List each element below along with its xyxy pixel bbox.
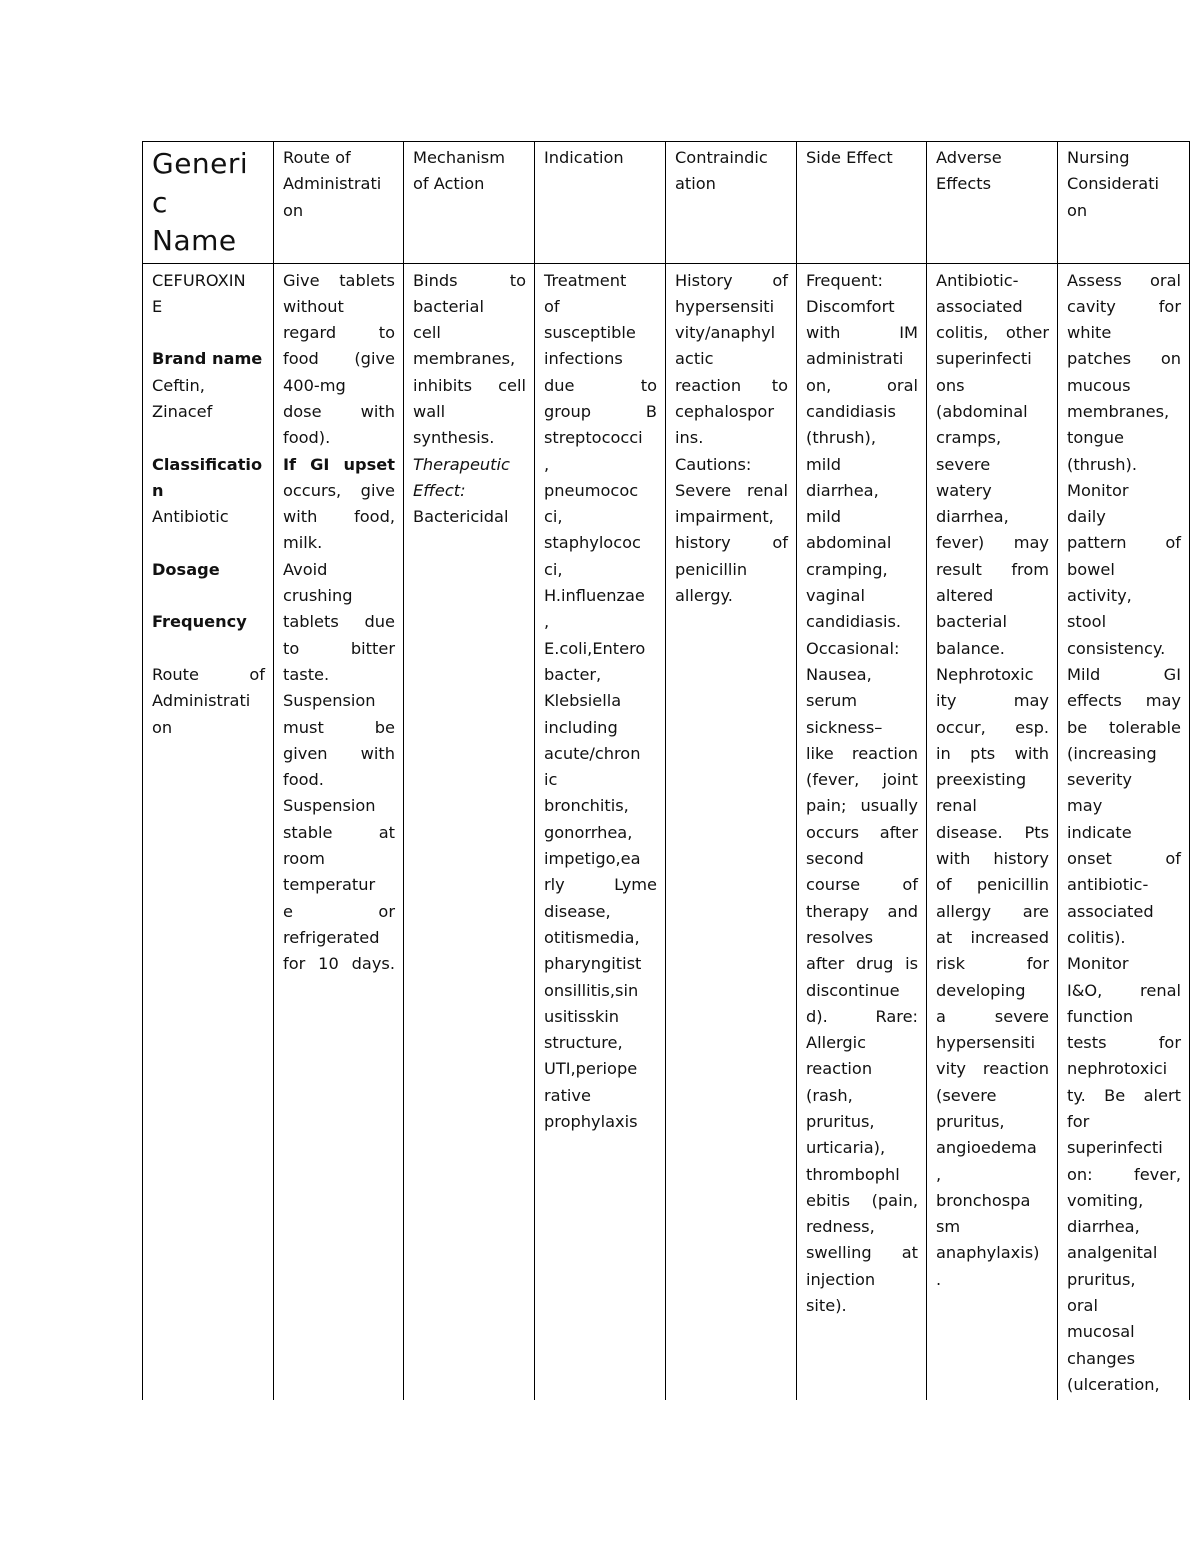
text-line: e or [283, 901, 395, 921]
text-line: administrati [806, 349, 904, 369]
text-line: d). Rare: [806, 1006, 918, 1026]
text-line: acute/chron [544, 743, 641, 763]
text-line: temperatur [283, 875, 376, 895]
text-line: , [544, 612, 550, 632]
text-line: rative [544, 1085, 591, 1105]
text-line: actic [675, 349, 714, 369]
text-line: urticaria), [806, 1138, 886, 1158]
text-line: associated [936, 296, 1023, 316]
text-line: Assess oral [1067, 270, 1181, 290]
text-line: Monitor [1067, 480, 1129, 500]
text-line: I&O, renal [1067, 980, 1181, 1000]
text-line: fever) may [936, 533, 1049, 553]
text-line: Therapeutic [413, 454, 510, 474]
text-line: effects may [1067, 691, 1181, 711]
text-line: Binds to [413, 270, 526, 290]
text-line: injection [806, 1269, 876, 1289]
text-line: bronchospa [936, 1190, 1031, 1210]
route-label: Route of Administrati on [152, 664, 265, 737]
text-line: Treatment [544, 270, 627, 290]
text-line: cramping, [806, 559, 888, 579]
text-line: result from [936, 559, 1049, 579]
text-line: Monitor [1067, 954, 1129, 974]
text-line: due to [544, 375, 657, 395]
table-row [143, 263, 1190, 1400]
text-line: indicate [1067, 822, 1132, 842]
text-line: streptococci [544, 428, 643, 448]
text-line: vity reaction [936, 1059, 1049, 1079]
text-line: food. [283, 770, 324, 790]
text-line: bowel [1067, 559, 1115, 579]
text-line: structure, [544, 1033, 623, 1053]
header-indication: Indication [535, 142, 666, 264]
text-line: Discomfort [806, 296, 895, 316]
text-line: food (give [283, 349, 395, 369]
text-line: diarrhea, [806, 480, 879, 500]
text-line: reaction to [675, 375, 788, 395]
text-line: balance. [936, 638, 1005, 658]
text-line: Avoid [283, 559, 328, 579]
text-line: hypersensiti [675, 296, 775, 316]
text-line: preexisting [936, 770, 1027, 790]
cell-route [274, 263, 404, 1400]
text-line: prophylaxis [544, 1112, 638, 1131]
text-line: bacterial [936, 612, 1007, 632]
text-line: cavity for [1067, 296, 1181, 316]
text-line: cramps, [936, 428, 1002, 448]
text-line: on, oral [806, 375, 918, 395]
text-line: disease, [544, 901, 611, 921]
text-line: onsillitis,sin [544, 980, 639, 1000]
text-line: of [544, 296, 560, 316]
text-line: daily [1067, 507, 1106, 527]
text-line: pain; usually [806, 796, 918, 816]
text-line: to bitter [283, 638, 395, 658]
header-contraindication: Contraindic ation [666, 142, 797, 264]
text-line: risk for [936, 954, 1049, 974]
text-line: bronchitis, [544, 796, 629, 816]
text-line: swelling at [806, 1243, 918, 1263]
cell-generic-name: CEFUROXIN E Brand name Ceftin, Zinacef Classificatio n Antibiotic Dosage Frequency Route of Administrati on [143, 263, 274, 1400]
text-line: ty. Be alert [1067, 1085, 1181, 1105]
text-line: pneumococ [544, 480, 639, 500]
table-header-row [143, 142, 1190, 264]
text-line: Suspension [283, 796, 376, 816]
classification-value: Antibiotic [152, 507, 229, 527]
text-line: . [936, 1269, 942, 1289]
text-line: Effect: [413, 480, 466, 500]
text-line: ci, [544, 507, 563, 527]
text-line: therapy and [806, 901, 918, 921]
text-line: developing [936, 980, 1026, 1000]
text-line: patches on [1067, 349, 1181, 369]
text-line: rly Lyme [544, 875, 657, 895]
brand-names: Ceftin, [152, 375, 205, 395]
text-line: H.influenzae [544, 586, 645, 606]
text-line: nephrotoxici [1067, 1059, 1168, 1079]
text-line: on: fever, [1067, 1164, 1181, 1184]
frequency-label: Frequency [152, 612, 247, 632]
text-line: vomiting, [1067, 1190, 1144, 1210]
text-line: colitis, other [936, 323, 1049, 343]
cell-side-effect [797, 263, 927, 1400]
text-line: stool [1067, 612, 1107, 632]
cell-indication [535, 263, 666, 1400]
text-line: renal [936, 796, 977, 816]
text-line: penicillin [675, 559, 748, 579]
text-line: occur, esp. [936, 717, 1049, 737]
text-line: otitismedia, [544, 927, 640, 947]
text-line: oral [1067, 1296, 1098, 1316]
text-line: superinfecti [1067, 1138, 1163, 1158]
text-line: a severe [936, 1006, 1049, 1026]
text-line: allergy. [675, 586, 733, 606]
text-line: may [1067, 796, 1103, 816]
text-line: at increased [936, 927, 1049, 947]
text-line: allergy are [936, 901, 1049, 921]
text-line: severe [936, 454, 991, 474]
brand-label: Brand name [152, 349, 263, 369]
text-line: hypersensiti [936, 1033, 1036, 1053]
text-line: bacterial [413, 296, 484, 316]
text-line: crushing [283, 586, 353, 606]
text-line: diarrhea, [1067, 1217, 1140, 1237]
text-line: function [1067, 1006, 1134, 1026]
text-line: (severe [936, 1085, 997, 1105]
text-line: onset of [1067, 849, 1181, 869]
text-line: site). [806, 1296, 847, 1316]
text-line: Severe renal [675, 480, 788, 500]
text-line: room [283, 849, 325, 869]
text-line: for [1067, 1112, 1090, 1131]
text-line: disease. Pts [936, 822, 1049, 842]
text-line: with history [936, 849, 1049, 869]
text-line: synthesis. [413, 428, 495, 448]
text-line: cephalospor [675, 401, 774, 421]
text-line: regard to [283, 323, 395, 343]
text-line: membranes, [1067, 401, 1170, 421]
text-line: anaphylaxis) [936, 1243, 1040, 1263]
text-line: (increasing [1067, 743, 1157, 763]
text-line: infections [544, 349, 623, 369]
text-line: cell [413, 323, 441, 343]
text-line: tongue [1067, 428, 1125, 448]
text-line: ins. [675, 428, 704, 448]
text-line: sickness– [806, 717, 883, 737]
text-line: must be [283, 717, 395, 737]
text-line: Nausea, [806, 664, 872, 684]
text-line: refrigerated [283, 927, 380, 947]
text-line: ic [544, 770, 558, 790]
text-line: ons [936, 375, 965, 395]
text-line: history of [675, 533, 788, 553]
text-line: mild [806, 507, 842, 527]
text-line: group B [544, 401, 657, 421]
text-line: white [1067, 323, 1112, 343]
text-line: with IM [806, 323, 918, 343]
text-line: Allergic [806, 1033, 867, 1053]
text-line: tests for [1067, 1033, 1181, 1053]
text-line: stable at [283, 822, 395, 842]
text-line: without [283, 296, 344, 316]
text-line: like reaction [806, 743, 918, 763]
text-line: ci, [544, 559, 563, 579]
text-line: Nephrotoxic [936, 664, 1034, 684]
text-line: occurs after [806, 822, 918, 842]
text-line: Give tablets [283, 270, 395, 290]
text-line: usitisskin [544, 1006, 620, 1026]
text-line: including [544, 717, 618, 737]
text-line: angioedema [936, 1138, 1037, 1158]
text-line: reaction [806, 1059, 873, 1079]
text-line: , [544, 454, 550, 474]
text-line: (rash, [806, 1085, 853, 1105]
header-nursing: Nursing Considerati on [1058, 142, 1190, 264]
text-line: discontinue [806, 980, 900, 1000]
text-line: analgenital [1067, 1243, 1158, 1263]
therapeutic-effect: Bactericidal [413, 507, 509, 527]
text-line: dose with [283, 401, 395, 421]
text-line: course of [806, 875, 918, 895]
text-line: second [806, 849, 864, 869]
text-line: altered [936, 586, 994, 606]
text-line: resolves [806, 927, 874, 947]
therapeutic-effect-label [413, 452, 526, 505]
text-line: with food, [283, 507, 395, 527]
text-line: superinfecti [936, 349, 1032, 369]
text-line: If GI upset [283, 454, 395, 474]
text-line: thrombophl [806, 1164, 900, 1184]
text-line: Klebsiella [544, 691, 622, 711]
text-line: wall [413, 401, 446, 421]
text-line: 400-mg [283, 375, 346, 395]
text-line: ebitis (pain, [806, 1190, 918, 1210]
text-line: pharyngitist [544, 954, 642, 974]
text-line: mucosal [1067, 1322, 1135, 1342]
text-line: of penicillin [936, 875, 1049, 895]
header-route: Route of Administrati on [274, 142, 404, 264]
text-line: pattern of [1067, 533, 1181, 553]
text-line: Occasional: [806, 638, 900, 658]
text-line: tablets due [283, 612, 395, 632]
text-line: UTI,periope [544, 1059, 638, 1079]
text-line: pruritus, [1067, 1269, 1136, 1289]
header-generic-name: Generi c Name [143, 142, 274, 264]
text-line: food). [283, 428, 331, 448]
text-line: Suspension [283, 691, 376, 711]
text-line: History of [675, 270, 788, 290]
text-line: (abdominal [936, 401, 1028, 421]
text-line: ity may [936, 691, 1049, 711]
text-line: gonorrhea, [544, 822, 633, 842]
text-line: severity [1067, 770, 1133, 790]
text-line: (fever, joint [806, 770, 918, 790]
text-line: consistency. [1067, 638, 1166, 658]
text-line: given with [283, 743, 395, 763]
text-line: changes [1067, 1348, 1136, 1368]
text-line: serum [806, 691, 858, 711]
text-line: inhibits cell [413, 375, 526, 395]
text-line: Frequent: [806, 270, 883, 290]
classification-label: Classificatio [152, 454, 263, 474]
text-line: , [936, 1164, 942, 1184]
text-line: pruritus, [936, 1112, 1005, 1131]
header-mechanism: Mechanism of Action [404, 142, 535, 264]
generic-name: CEFUROXIN [152, 270, 246, 290]
text-line: impairment, [675, 507, 774, 527]
text-line: taste. [283, 664, 330, 684]
text-line: Cautions: [675, 454, 752, 474]
text-line: Antibiotic- [936, 270, 1019, 290]
text-line: (ulceration, [1067, 1374, 1160, 1394]
text-line: for 10 days. [283, 954, 395, 974]
text-line: impetigo,ea [544, 849, 641, 869]
cell-mechanism [404, 263, 535, 1400]
header-adverse-effects: Adverse Effects [927, 142, 1058, 264]
text-line: (thrush), [806, 428, 876, 448]
text-line: bacter, [544, 664, 602, 684]
cell-contraindication [666, 263, 797, 1400]
cell-nursing [1058, 263, 1190, 1400]
cell-adverse-effects [927, 263, 1058, 1400]
header-side-effect: Side Effect [797, 142, 927, 264]
text-line: E.coli,Entero [544, 638, 646, 658]
text-line: diarrhea, [936, 507, 1009, 527]
text-line: watery [936, 480, 992, 500]
text-line: associated [1067, 901, 1154, 921]
text-line: antibiotic- [1067, 875, 1149, 895]
text-line: (thrush). [1067, 454, 1137, 474]
text-line: abdominal [806, 533, 892, 553]
text-line: in pts with [936, 743, 1049, 763]
text-line: after drug is [806, 954, 918, 974]
text-line: membranes, [413, 349, 516, 369]
text-line: milk. [283, 533, 323, 553]
text-line: candidiasis. [806, 612, 902, 632]
text-line: occurs, give [283, 480, 395, 500]
text-line: pruritus, [806, 1112, 875, 1131]
text-line: mild [806, 454, 842, 474]
text-line: redness, [806, 1217, 875, 1237]
text-line: be tolerable [1067, 717, 1181, 737]
text-line: susceptible [544, 323, 636, 343]
text-line: vaginal [806, 586, 865, 606]
text-line: activity, [1067, 586, 1132, 606]
text-line: candidiasis [806, 401, 896, 421]
dosage-label: Dosage [152, 559, 220, 579]
text-line: colitis). [1067, 927, 1126, 947]
drug-study-table [142, 141, 1190, 1400]
text-line: vity/anaphyl [675, 323, 776, 343]
text-line: staphylococ [544, 533, 641, 553]
text-line: sm [936, 1217, 961, 1237]
text-line: Mild GI [1067, 664, 1181, 684]
text-line: mucous [1067, 375, 1131, 395]
